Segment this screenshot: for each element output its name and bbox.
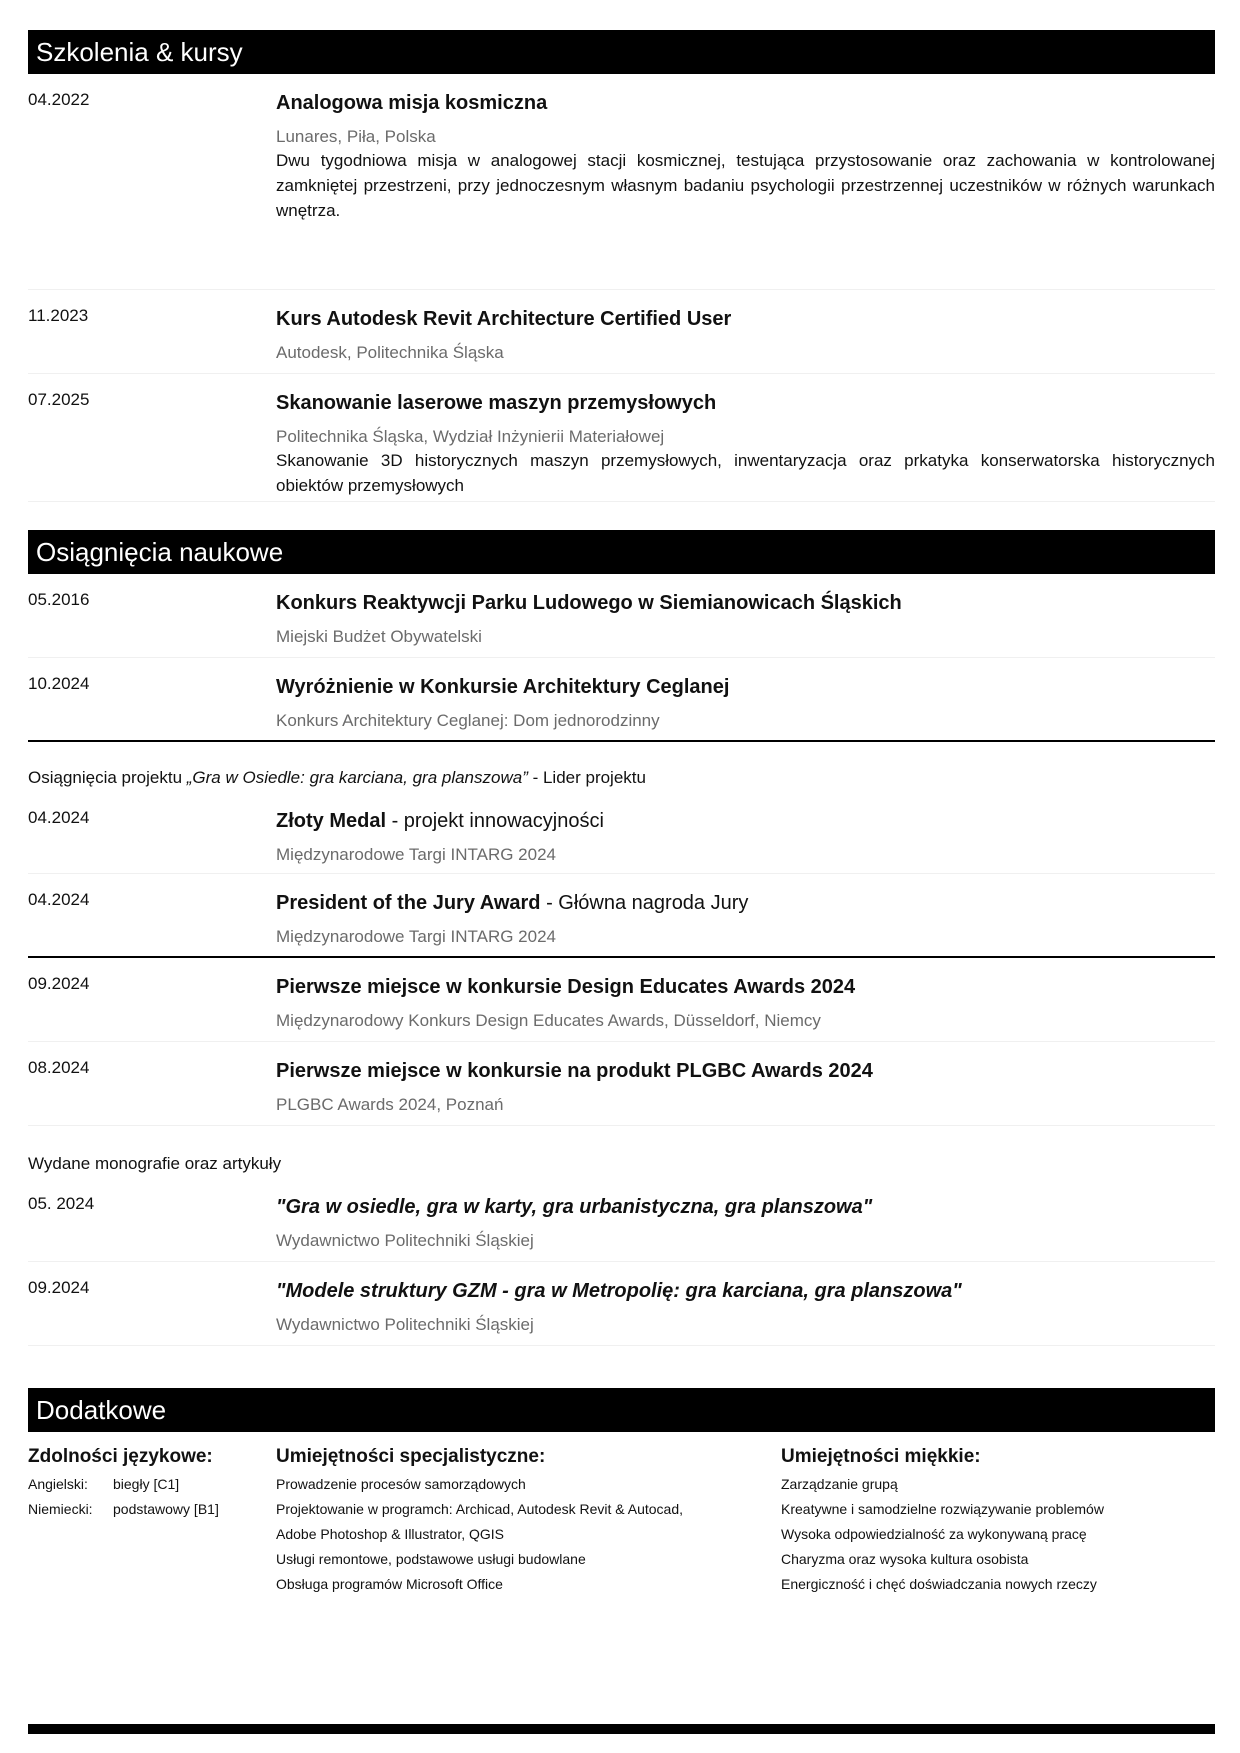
- award-entry: [28, 958, 1215, 1042]
- achievement-entry: [28, 658, 1215, 740]
- languages-column: [28, 1446, 276, 1597]
- entry-date: 11.2023: [28, 306, 89, 325]
- entry-organization: Międzynarodowy Konkurs Design Educates Awards, Düsseldorf, Niemcy: [276, 1011, 821, 1030]
- entry-date: 09.2024: [28, 974, 90, 993]
- entry-organization: PLGBC Awards 2024, Poznań: [276, 1095, 504, 1114]
- entry-title: President of the Jury Award: [276, 892, 541, 914]
- footer-bar: [28, 1724, 1215, 1734]
- entry-date: 10.2024: [28, 674, 90, 693]
- entry-description: Dwu tygodniowa misja w analogowej stacji kosmicznej, testująca przystosowanie oraz zachowania w kontrolowanej zamkniętej przestrzeni, przy jednoczesnym własnym badaniu psychologii przestrzennej uczestników w różnych warunkach wnętrza.: [276, 151, 1215, 220]
- extras-grid: [28, 1432, 1215, 1597]
- skill-item: Prowadzenie procesów samorządowych: [276, 1476, 526, 1492]
- soft-skill-item: Wysoka odpowiedzialność za wykonywaną pracę: [781, 1526, 1087, 1542]
- soft-skills-column: [781, 1446, 1215, 1597]
- entry-organization: Międzynarodowe Targi INTARG 2024: [276, 845, 557, 864]
- entry-title: Wyróżnienie w Konkursie Architektury Ceglanej: [276, 676, 730, 698]
- training-entry: [28, 374, 1215, 502]
- achievement-entry: [28, 574, 1215, 658]
- entry-title-suffix: - Główna nagroda Jury: [540, 892, 749, 914]
- language-level: podstawowy [B1]: [113, 1501, 219, 1517]
- award-entry: [28, 1042, 1215, 1126]
- section-header-achievements: Osiągnięcia naukowe: [28, 530, 1215, 574]
- entry-organization: Autodesk, Politechnika Śląska: [276, 343, 504, 362]
- language-name: Angielski:: [28, 1476, 88, 1492]
- entry-title: "Gra w osiedle, gra w karty, gra urbanistyczna, gra planszowa": [276, 1196, 873, 1218]
- specialist-skills-heading: Umiejętności specjalistyczne:: [276, 1446, 546, 1467]
- entry-title: Konkurs Reaktywcji Parku Ludowego w Siemianowicach Śląskich: [276, 592, 902, 614]
- entry-title: Analogowa misja kosmiczna: [276, 92, 548, 114]
- entry-title: Skanowanie laserowe maszyn przemysłowych: [276, 392, 717, 414]
- publication-entry: [28, 1262, 1215, 1346]
- entry-organization: Międzynarodowe Targi INTARG 2024: [276, 927, 557, 946]
- entry-organization: Wydawnictwo Politechniki Śląskiej: [276, 1231, 534, 1250]
- training-entry: [28, 290, 1215, 374]
- soft-skill-item: Zarządzanie grupą: [781, 1476, 898, 1492]
- project-heading-prefix: Osiągnięcia projektu: [28, 768, 187, 787]
- soft-skill-item: Kreatywne i samodzielne rozwiązywanie problemów: [781, 1501, 1104, 1517]
- entry-date: 09.2024: [28, 1278, 90, 1297]
- project-heading: [28, 742, 1215, 792]
- project-role: - Lider projektu: [527, 768, 646, 787]
- entry-organization: Wydawnictwo Politechniki Śląskiej: [276, 1315, 534, 1334]
- language-row: [28, 1497, 276, 1522]
- publications-heading: Wydane monografie oraz artykuły: [28, 1154, 282, 1173]
- skill-item: Adobe Photoshop & Illustrator, QGIS: [276, 1526, 505, 1542]
- training-entry: [28, 74, 1215, 290]
- entry-title: Złoty Medal: [276, 810, 387, 832]
- project-name: „Gra w Osiedle: gra karciana, gra planszowa”: [186, 768, 528, 787]
- entry-organization: Lunares, Piła, Polska: [276, 127, 436, 146]
- cv-page: [28, 30, 1215, 1597]
- entry-description: Skanowanie 3D historycznych maszyn przemysłowych, inwentaryzacja oraz prkatyka konserwatorska historycznych obiektów przemysłowych: [276, 451, 1215, 495]
- soft-skill-item: Charyzma oraz wysoka kultura osobista: [781, 1551, 1029, 1567]
- entry-date: 08.2024: [28, 1058, 90, 1077]
- entry-title: "Modele struktury GZM - gra w Metropolię: gra karciana, gra planszowa": [276, 1280, 962, 1302]
- languages-heading: Zdolności językowe:: [28, 1446, 213, 1467]
- entry-title: Pierwsze miejsce w konkursie Design Educates Awards 2024: [276, 976, 856, 998]
- soft-skills-heading: Umiejętności miękkie:: [781, 1446, 981, 1467]
- specialist-skills-column: [276, 1446, 781, 1597]
- language-level: biegły [C1]: [113, 1476, 180, 1492]
- project-award-entry: [28, 874, 1215, 956]
- section-header-trainings: Szkolenia & kursy: [28, 30, 1215, 74]
- entry-date: 05.2016: [28, 590, 90, 609]
- entry-organization: Politechnika Śląska, Wydział Inżynierii Materiałowej: [276, 427, 665, 446]
- entry-date: 04.2022: [28, 90, 90, 109]
- entry-date: 04.2024: [28, 808, 90, 827]
- language-name: Niemiecki:: [28, 1501, 93, 1517]
- section-header-extras: Dodatkowe: [28, 1388, 1215, 1432]
- entry-title: Kurs Autodesk Revit Architecture Certified User: [276, 308, 732, 330]
- publication-entry: [28, 1178, 1215, 1262]
- skill-item: Obsługa programów Microsoft Office: [276, 1576, 503, 1592]
- entry-date: 04.2024: [28, 890, 90, 909]
- project-award-entry: [28, 792, 1215, 874]
- entry-date: 07.2025: [28, 390, 90, 409]
- soft-skill-item: Energiczność i chęć doświadczania nowych rzeczy: [781, 1576, 1097, 1592]
- entry-date: 05. 2024: [28, 1194, 95, 1213]
- entry-organization: Miejski Budżet Obywatelski: [276, 627, 482, 646]
- language-row: [28, 1472, 276, 1497]
- entry-title: Pierwsze miejsce w konkursie na produkt PLGBC Awards 2024: [276, 1060, 873, 1082]
- entry-organization: Konkurs Architektury Ceglanej: Dom jednorodzinny: [276, 711, 660, 730]
- skill-item: Usługi remontowe, podstawowe usługi budowlane: [276, 1551, 586, 1567]
- skill-item: Projektowanie w programch: Archicad, Autodesk Revit & Autocad,: [276, 1501, 683, 1517]
- entry-title-suffix: - projekt innowacyjności: [386, 810, 604, 832]
